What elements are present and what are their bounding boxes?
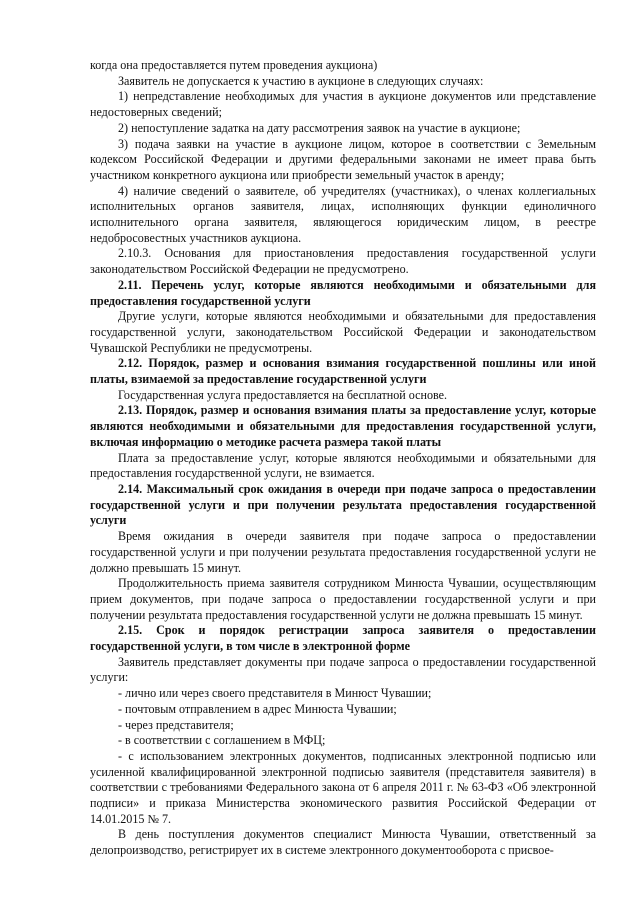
list-item: 3) подача заявки на участие в аукционе лицом, которое в соответствии с Земельным кодексом Российской Федерации и другими федеральными законами не имеет права быть участником конкретного аукциона или приобрести земельный участок в аренду; [90, 136, 596, 182]
list-item: - лично или через своего представителя в Минюст Чувашии; [118, 686, 432, 701]
list-item: - почтовым отправлением в адрес Минюста Чувашии; [118, 701, 397, 716]
list-item: 2) непоступление задатка на дату рассмотрения заявок на участие в аукционе; [118, 120, 521, 135]
paragraph: Заявитель не допускается к участию в аукционе в следующих случаях: [118, 73, 484, 88]
paragraph: 2.10.3. Основания для приостановления предоставления государственной услуги законодательством Российской Федерации не предусмотрено. [90, 246, 596, 277]
section-heading: 2.13. Порядок, размер и основания взимания платы за предоставление услуг, которые являются необходимыми и обязательными для предоставления государственной услуги, включая информацию о методике расчета размера такой платы [90, 403, 596, 449]
paragraph: когда она предоставляется путем проведения аукциона) [90, 58, 378, 72]
document-page [90, 58, 596, 859]
paragraph: Государственная услуга предоставляется на бесплатной основе. [118, 387, 448, 402]
section-heading: 2.12. Порядок, размер и основания взимания государственной пошлины или иной платы, взимаемой за предоставление государственной услуги [90, 356, 596, 387]
paragraph: Плата за предоставление услуг, которые являются необходимыми и обязательными для предоставления государственной услуги, не взимается. [90, 450, 596, 481]
paragraph: Время ожидания в очереди заявителя при подаче запроса о предоставлении государственной услуги и при получении результата предоставления государственной услуги не должно превышать 15 минут. [90, 529, 596, 575]
list-item: 4) наличие сведений о заявителе, об учредителях (участниках), о членах коллегиальных исполнительных органов заявителя, лицах, исполняющих функции единоличного исполнительного органа заявителя, являющегося юридическим лицом, в реестре недобросовестных участников аукциона. [90, 183, 596, 245]
section-heading: 2.11. Перечень услуг, которые являются необходимыми и обязательными для предоставления государственной услуги [90, 277, 596, 308]
section-heading: 2.15. Срок и порядок регистрации запроса заявителя о предоставлении государственной услуги, в том числе в электронной форме [90, 623, 596, 654]
list-item: 1) непредставление необходимых для участия в аукционе документов или представление недостоверных сведений; [90, 89, 596, 120]
list-item: - через представителя; [118, 717, 234, 732]
paragraph: В день поступления документов специалист Минюста Чувашии, ответственный за делопроизводство, регистрирует их в системе электронного документооборота с присвое- [90, 827, 596, 858]
paragraph: Продолжительность приема заявителя сотрудником Минюста Чувашии, осуществляющим прием документов, при подаче запроса о предоставлении государственной услуги и при получении результата предоставления государственной услуги не должна превышать 15 минут. [90, 576, 596, 622]
section-heading: 2.14. Максимальный срок ожидания в очереди при подаче запроса о предоставлении государственной услуги и при получении результата предоставления государственной услуги [90, 481, 596, 528]
list-item: - в соответствии с соглашением в МФЦ; [118, 733, 326, 748]
list-item: - с использованием электронных документов, подписанных электронной подписью или усиленной квалифицированной электронной подписью заявителя (представителя заявителя) в соответствии с требованиями Федерального закона от 6 апреля 2011 г. № 63-ФЗ «Об электронной подписи» и приказа Министерства экономического развития Российской Федерации от 14.01.2015 № 7. [90, 748, 596, 826]
paragraph: Заявитель представляет документы при подаче запроса о предоставлении государственной услуги: [90, 654, 596, 685]
paragraph: Другие услуги, которые являются необходимыми и обязательными для предоставления государственной услуги, законодательством Российской Федерации и законодательством Чувашской Республики не предусмотрены. [90, 309, 596, 355]
